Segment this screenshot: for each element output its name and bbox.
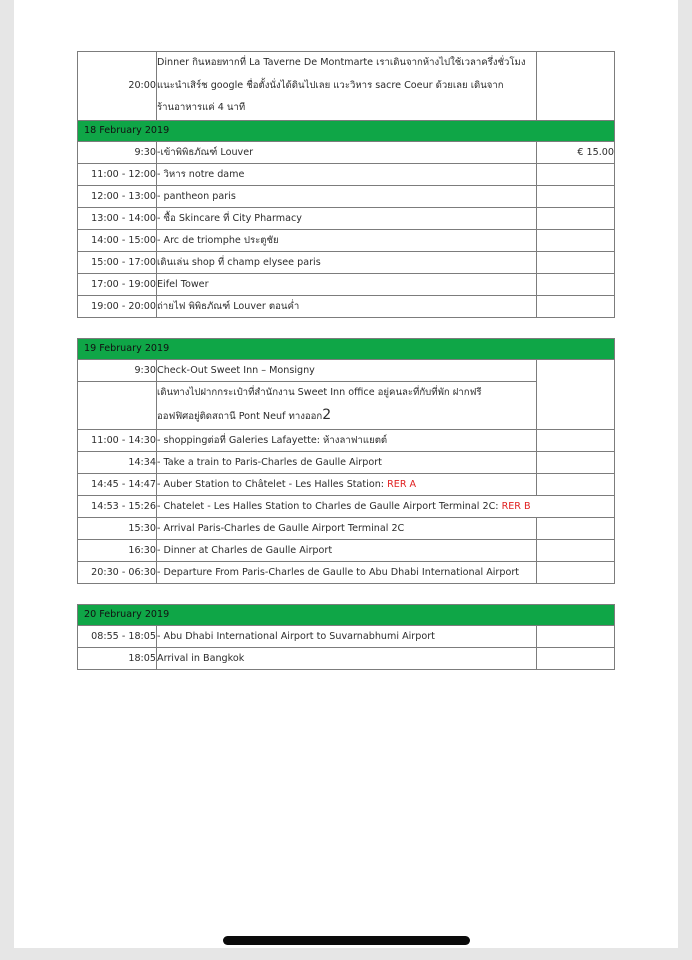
table-row bbox=[78, 495, 615, 517]
table-row bbox=[78, 561, 615, 583]
activity-cell: - pantheon paris bbox=[157, 185, 537, 207]
table-row bbox=[78, 381, 615, 429]
time-cell: 12:00 - 13:00 bbox=[78, 185, 157, 207]
time-cell: 14:53 - 15:26 bbox=[78, 495, 157, 517]
table-row bbox=[78, 359, 615, 381]
table-row bbox=[78, 185, 615, 207]
time-cell: 11:00 - 14:30 bbox=[78, 429, 157, 451]
price-cell bbox=[537, 517, 615, 539]
activity-cell: - Take a train to Paris-Charles de Gaulle Airport bbox=[157, 451, 537, 473]
train-line-label: RER A bbox=[387, 478, 417, 490]
train-line-label: RER B bbox=[501, 500, 531, 512]
document-page bbox=[14, 0, 678, 948]
activity-cell: Arrival in Bangkok bbox=[157, 647, 537, 669]
time-cell: 17:00 - 19:00 bbox=[78, 273, 157, 295]
activity-cell bbox=[157, 495, 615, 517]
table-row bbox=[78, 647, 615, 669]
activity-cell: - Dinner at Charles de Gaulle Airport bbox=[157, 539, 537, 561]
activity-cell: - Abu Dhabi International Airport to Suvarnabhumi Airport bbox=[157, 625, 537, 647]
activity-text: - Chatelet - Les Halles Station to Charles de Gaulle Airport Terminal 2C: bbox=[157, 500, 502, 512]
day-date: 18 February 2019 bbox=[78, 120, 615, 141]
time-cell: 20:30 - 06:30 bbox=[78, 561, 157, 583]
price-cell bbox=[537, 185, 615, 207]
activity-cell bbox=[157, 473, 537, 495]
home-indicator[interactable] bbox=[223, 936, 470, 945]
time-cell: 08:55 - 18:05 bbox=[78, 625, 157, 647]
day-header-19 bbox=[78, 338, 615, 359]
activity-cell: - วิหาร notre dame bbox=[157, 163, 537, 185]
price-cell bbox=[537, 561, 615, 583]
time-cell: 15:30 bbox=[78, 517, 157, 539]
day-date: 19 February 2019 bbox=[78, 338, 615, 359]
price-cell bbox=[537, 451, 615, 473]
time-cell: 9:30 bbox=[78, 359, 157, 381]
time-cell: 14:34 bbox=[78, 451, 157, 473]
table-row bbox=[78, 473, 615, 495]
time-cell: 15:00 - 17:00 bbox=[78, 251, 157, 273]
time-cell: 14:00 - 15:00 bbox=[78, 229, 157, 251]
activity-cell: Eifel Tower bbox=[157, 273, 537, 295]
activity-line bbox=[157, 404, 536, 429]
activity-text: - Auber Station to Châtelet - Les Halles Station: bbox=[157, 478, 388, 490]
table-row bbox=[78, 141, 615, 163]
activity-cell: - shoppingต่อที่ Galeries Lafayette: ห้างลาฟาแยตต์ bbox=[157, 429, 537, 451]
price-cell bbox=[537, 429, 615, 451]
activity-cell: - ซื้อ Skincare ที่ City Pharmacy bbox=[157, 207, 537, 229]
price-cell bbox=[537, 229, 615, 251]
activity-cell bbox=[157, 52, 537, 121]
time-cell: 19:00 - 20:00 bbox=[78, 295, 157, 317]
price-cell bbox=[537, 473, 615, 495]
time-cell: 13:00 - 14:00 bbox=[78, 207, 157, 229]
price-cell bbox=[537, 295, 615, 317]
table-row bbox=[78, 517, 615, 539]
price-cell bbox=[537, 625, 615, 647]
price-cell bbox=[537, 251, 615, 273]
activity-cell: - Arrival Paris-Charles de Gaulle Airport Terminal 2C bbox=[157, 517, 537, 539]
activity-cell: ถ่ายไฟ พิพิธภัณฑ์ Louver ตอนค่ำ bbox=[157, 295, 537, 317]
price-cell bbox=[537, 359, 615, 429]
note-text: ออฟฟิศอยู่ติดสถานี Pont Neuf ทางออก bbox=[157, 411, 323, 423]
activity-line: แนะนำเสิร์ช google ชื่อตั้งนั่งได้ดินไปเลย แวะวิหาร sacre Coeur ด้วยเลย เดินจาก bbox=[157, 79, 504, 91]
activity-cell: - Arc de triomphe ประตูชัย bbox=[157, 229, 537, 251]
time-cell: 11:00 - 12:00 bbox=[78, 163, 157, 185]
time-cell: 18:05 bbox=[78, 647, 157, 669]
activity-line: เดินทางไปฝากกระเป๋าที่สำนักงาน Sweet Inn office อยู่คนละที่กับที่พัก ฝากฟรี bbox=[157, 386, 482, 398]
table-row bbox=[78, 163, 615, 185]
price-cell bbox=[537, 539, 615, 561]
price-cell bbox=[537, 207, 615, 229]
itinerary-table bbox=[77, 51, 615, 670]
time-cell bbox=[78, 381, 157, 429]
time-cell: 16:30 bbox=[78, 539, 157, 561]
activity-cell bbox=[157, 381, 537, 429]
table-row bbox=[78, 207, 615, 229]
table-row bbox=[78, 52, 615, 121]
table-row bbox=[78, 539, 615, 561]
price-cell bbox=[537, 52, 615, 121]
table-row bbox=[78, 273, 615, 295]
day-header-20 bbox=[78, 604, 615, 625]
exit-number: 2 bbox=[322, 407, 332, 424]
price-cell bbox=[537, 273, 615, 295]
day-header-18 bbox=[78, 120, 615, 141]
activity-cell: -เข้าพิพิธภัณฑ์ Louver bbox=[157, 141, 537, 163]
time-cell: 14:45 - 14:47 bbox=[78, 473, 157, 495]
spacer-row bbox=[78, 317, 615, 338]
time-cell: 20:00 bbox=[78, 52, 157, 121]
activity-cell: - Departure From Paris-Charles de Gaulle to Abu Dhabi International Airport bbox=[157, 561, 537, 583]
table-row bbox=[78, 429, 615, 451]
table-row bbox=[78, 229, 615, 251]
table-row bbox=[78, 625, 615, 647]
time-cell: 9:30 bbox=[78, 141, 157, 163]
price-cell bbox=[537, 163, 615, 185]
activity-cell: เดินเล่น shop ที่ champ elysee paris bbox=[157, 251, 537, 273]
day-date: 20 February 2019 bbox=[78, 604, 615, 625]
price-cell bbox=[537, 647, 615, 669]
activity-line: ร้านอาหารแค่ 4 นาที bbox=[157, 102, 246, 114]
table-row bbox=[78, 295, 615, 317]
table-row bbox=[78, 251, 615, 273]
spacer-row bbox=[78, 583, 615, 604]
table-row bbox=[78, 451, 615, 473]
price-cell: € 15.00 bbox=[537, 141, 615, 163]
activity-line: Dinner กินหอยทากที่ La Taverne De Montmarte เราเดินจากห้างไปใช้เวลาครึ่งชั่วโมง bbox=[157, 57, 526, 68]
activity-cell: Check-Out Sweet Inn – Monsigny bbox=[157, 359, 537, 381]
